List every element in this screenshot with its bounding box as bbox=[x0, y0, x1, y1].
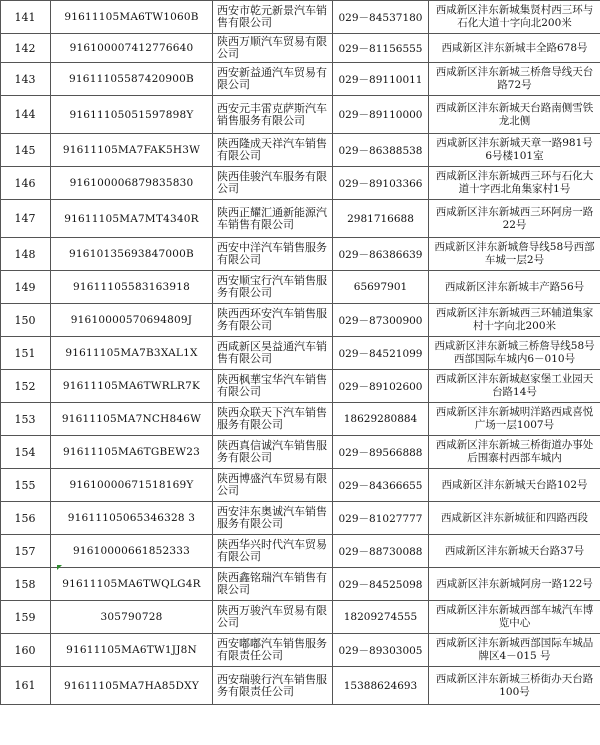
phone-number: 029－86388538 bbox=[333, 134, 429, 167]
company-address: 西咸新区沣东新城天台路37号 bbox=[429, 535, 600, 568]
credit-code: 305790728 bbox=[51, 601, 213, 634]
row-number: 150 bbox=[1, 304, 51, 337]
company-address: 西咸新区沣东新城三桥詹导线58号西部国际车城内6－010号 bbox=[429, 337, 600, 370]
row-number: 154 bbox=[1, 436, 51, 469]
table-row bbox=[1, 96, 600, 134]
company-name: 西安顺宝行汽车销售服务有限公司 bbox=[213, 271, 333, 304]
company-address: 西咸新区沣东新城三桥詹导线天台路72号 bbox=[429, 63, 600, 96]
table-row bbox=[1, 337, 600, 370]
company-name: 陕西真信诚汽车销售服务有限公司 bbox=[213, 436, 333, 469]
company-address: 西咸新区沣东新城西部车城汽车博览中心 bbox=[429, 601, 600, 634]
company-address: 西咸新区沣东新城詹导线58号西部车城一层2号 bbox=[429, 238, 600, 271]
table-row bbox=[1, 238, 600, 271]
credit-code: 91611105MA6TWRLR7K bbox=[51, 370, 213, 403]
row-number: 156 bbox=[1, 502, 51, 535]
company-name: 西安沣东奥诚汽车销售服务有限公司 bbox=[213, 502, 333, 535]
company-name: 陕西博盛汽车贸易有限公司 bbox=[213, 469, 333, 502]
company-address: 西咸新区沣东新城阿房一路122号 bbox=[429, 568, 600, 601]
phone-number: 029－81156555 bbox=[333, 34, 429, 63]
phone-number: 029－89566888 bbox=[333, 436, 429, 469]
table-row bbox=[1, 568, 600, 601]
credit-code: 91611105MA7FAK5H3W bbox=[51, 134, 213, 167]
credit-code: 91611105MA6TW1060B bbox=[51, 1, 213, 34]
credit-code: 91611105MA7HA85DXY bbox=[51, 667, 213, 705]
phone-number: 029－89303005 bbox=[333, 634, 429, 667]
table-row bbox=[1, 370, 600, 403]
table-row bbox=[1, 271, 600, 304]
credit-code: 91611105583163918 bbox=[51, 271, 213, 304]
credit-code: 91610135693847000B bbox=[51, 238, 213, 271]
company-name: 西安中洋汽车销售服务有限公司 bbox=[213, 238, 333, 271]
row-number: 160 bbox=[1, 634, 51, 667]
table-row bbox=[1, 304, 600, 337]
credit-code: 91611105MA7NCH846W bbox=[51, 403, 213, 436]
company-address: 西咸新区沣东新城集贤村西三环与石化大道十字向北200米 bbox=[429, 1, 600, 34]
company-address: 西咸新区沣东新城征和四路西段 bbox=[429, 502, 600, 535]
row-number: 146 bbox=[1, 167, 51, 200]
phone-number: 65697901 bbox=[333, 271, 429, 304]
table-row bbox=[1, 502, 600, 535]
table-row bbox=[1, 200, 600, 238]
company-address: 西咸新区沣东新城明洋路西咸喜悦广场一层1007号 bbox=[429, 403, 600, 436]
table-row bbox=[1, 134, 600, 167]
phone-number: 18209274555 bbox=[333, 601, 429, 634]
table-row bbox=[1, 63, 600, 96]
company-address: 西咸新区沣东新城西部国际车城品牌区4－015 号 bbox=[429, 634, 600, 667]
credit-code: 91611105MA7MT4340R bbox=[51, 200, 213, 238]
phone-number: 029－88730088 bbox=[333, 535, 429, 568]
company-address: 西咸新区沣东新城天台路南侧雪铁龙北侧 bbox=[429, 96, 600, 134]
credit-code: 91611105MA6TWQLG4R bbox=[51, 568, 213, 601]
phone-number: 15388624693 bbox=[333, 667, 429, 705]
credit-code: 91611105065346328 3 bbox=[51, 502, 213, 535]
company-address: 西咸新区沣东新城西三环阿房一路22号 bbox=[429, 200, 600, 238]
company-address: 西咸新区沣东新城三桥街道办事处后围寨村西部车城内 bbox=[429, 436, 600, 469]
table-row bbox=[1, 1, 600, 34]
company-address: 西咸新区沣东新城赵家堡工业园天台路14号 bbox=[429, 370, 600, 403]
company-name: 西安新益通汽车贸易有限公司 bbox=[213, 63, 333, 96]
row-number: 151 bbox=[1, 337, 51, 370]
company-name: 西安市乾元新景汽车销售有限公司 bbox=[213, 1, 333, 34]
table-row bbox=[1, 634, 600, 667]
row-number: 143 bbox=[1, 63, 51, 96]
phone-number: 18629280884 bbox=[333, 403, 429, 436]
phone-number: 029－84366655 bbox=[333, 469, 429, 502]
table-row bbox=[1, 601, 600, 634]
company-name: 陕西正耀汇通新能源汽车销售有限公司 bbox=[213, 200, 333, 238]
row-number: 142 bbox=[1, 34, 51, 63]
company-address: 西咸新区沣东新城丰全路678号 bbox=[429, 34, 600, 63]
row-number: 147 bbox=[1, 200, 51, 238]
company-name: 陕西隆成天祥汽车销售有限公司 bbox=[213, 134, 333, 167]
phone-number: 2981716688 bbox=[333, 200, 429, 238]
table-row bbox=[1, 34, 600, 63]
company-name: 西安嘟嘟汽车销售服务有限责任公司 bbox=[213, 634, 333, 667]
table-row bbox=[1, 167, 600, 200]
company-name: 陕西众联天下汽车销售服务有限公司 bbox=[213, 403, 333, 436]
row-number: 159 bbox=[1, 601, 51, 634]
company-name: 陕西鑫铭瑞汽车销售有限公司 bbox=[213, 568, 333, 601]
company-name: 陕西枫華宝华汽车销售有限公司 bbox=[213, 370, 333, 403]
company-name: 陕西西环安汽车销售服务有限公司 bbox=[213, 304, 333, 337]
credit-code: 91610000661852333 bbox=[51, 535, 213, 568]
company-address: 西咸新区沣东新城三桥街办天台路100号 bbox=[429, 667, 600, 705]
phone-number: 029－86386639 bbox=[333, 238, 429, 271]
credit-code: 91610000570694809J bbox=[51, 304, 213, 337]
phone-number: 029－87300900 bbox=[333, 304, 429, 337]
company-name: 陕西佳骏汽车服务有限公司 bbox=[213, 167, 333, 200]
phone-number: 029－84537180 bbox=[333, 1, 429, 34]
cell-comment-marker bbox=[57, 565, 62, 570]
row-number: 145 bbox=[1, 134, 51, 167]
table-row bbox=[1, 667, 600, 705]
company-table-body bbox=[1, 1, 600, 705]
company-address: 西咸新区沣东新城天章一路981号6号楼101室 bbox=[429, 134, 600, 167]
company-name: 陕西万顺汽车贸易有限公司 bbox=[213, 34, 333, 63]
credit-code: 91611105MA6TW1JJ8N bbox=[51, 634, 213, 667]
phone-number: 029－89110011 bbox=[333, 63, 429, 96]
row-number: 153 bbox=[1, 403, 51, 436]
row-number: 161 bbox=[1, 667, 51, 705]
row-number: 152 bbox=[1, 370, 51, 403]
table-row bbox=[1, 535, 600, 568]
credit-code: 916100006879835830 bbox=[51, 167, 213, 200]
row-number: 157 bbox=[1, 535, 51, 568]
table-row bbox=[1, 469, 600, 502]
row-number: 158 bbox=[1, 568, 51, 601]
company-name: 陕西华兴时代汽车贸易有限公司 bbox=[213, 535, 333, 568]
table-row bbox=[1, 403, 600, 436]
row-number: 141 bbox=[1, 1, 51, 34]
company-name: 西安瑞骏行汽车销售服务有限责任公司 bbox=[213, 667, 333, 705]
credit-code: 91611105MA6TGBEW23 bbox=[51, 436, 213, 469]
company-address: 西咸新区沣东新城天台路102号 bbox=[429, 469, 600, 502]
company-name: 陕西万骏汽车贸易有限公司 bbox=[213, 601, 333, 634]
phone-number: 029－89102600 bbox=[333, 370, 429, 403]
row-number: 149 bbox=[1, 271, 51, 304]
phone-number: 029－84525098 bbox=[333, 568, 429, 601]
credit-code: 91610000671518169Y bbox=[51, 469, 213, 502]
phone-number: 029－89110000 bbox=[333, 96, 429, 134]
phone-number: 029－81027777 bbox=[333, 502, 429, 535]
phone-number: 029－84521099 bbox=[333, 337, 429, 370]
company-name: 西安元丰雷克萨斯汽车销售服务有限公司 bbox=[213, 96, 333, 134]
credit-code: 91611105587420900B bbox=[51, 63, 213, 96]
row-number: 144 bbox=[1, 96, 51, 134]
row-number: 155 bbox=[1, 469, 51, 502]
row-number: 148 bbox=[1, 238, 51, 271]
company-address: 西咸新区沣东新城西三环辅道集家村十字向北200米 bbox=[429, 304, 600, 337]
company-address: 西咸新区沣东新城西三环与石化大道十字西北角集家村1号 bbox=[429, 167, 600, 200]
credit-code: 916100007412776640 bbox=[51, 34, 213, 63]
company-name: 西咸新区昊益通汽车销售有限公司 bbox=[213, 337, 333, 370]
credit-code: 91611105051597898Y bbox=[51, 96, 213, 134]
table-row bbox=[1, 436, 600, 469]
company-address: 西咸新区沣东新城丰产路56号 bbox=[429, 271, 600, 304]
phone-number: 029－89103366 bbox=[333, 167, 429, 200]
credit-code: 91611105MA7B3XAL1X bbox=[51, 337, 213, 370]
